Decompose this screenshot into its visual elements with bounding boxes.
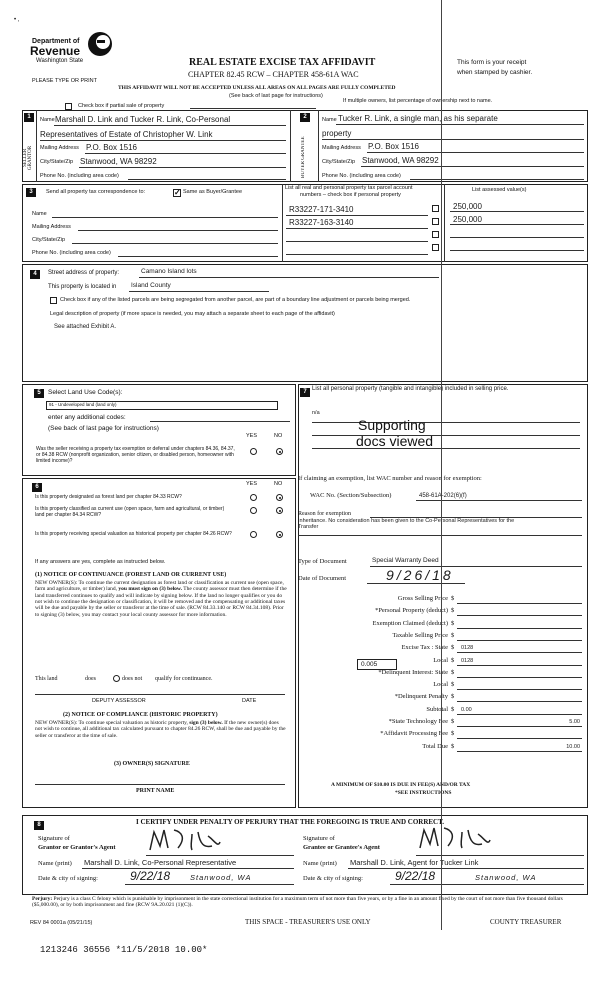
tax-row-label: Taxable Selling Price bbox=[392, 632, 448, 639]
tax-row-dollar: $ bbox=[451, 730, 455, 737]
tax-row-label: *State Technology Fee bbox=[388, 718, 448, 725]
buyer-name-label: Name bbox=[322, 117, 337, 123]
same-as-buyer-label: Same as Buyer/Grantee bbox=[183, 189, 243, 195]
does-not-label: does not bbox=[122, 676, 143, 682]
qualify-label: qualify for continuance. bbox=[155, 676, 213, 682]
s6-no-header: NO bbox=[274, 481, 283, 487]
dor-swirl-icon bbox=[86, 30, 116, 58]
forest-land-question: Is this property designated as forest land per chapter 84.33 RCW? bbox=[35, 494, 182, 500]
does-not-radio[interactable] bbox=[113, 675, 120, 682]
print-name-label: PRINT NAME bbox=[136, 788, 175, 794]
forest-yes-radio[interactable] bbox=[250, 494, 257, 501]
send-correspondence-label: Send all property tax correspondence to: bbox=[46, 189, 146, 195]
reason-value[interactable]: Inheritance. No consideration has been given to the Co-Personal Representatives for the Transfer bbox=[298, 518, 515, 531]
tax-row-value[interactable]: 5.00 bbox=[569, 719, 580, 725]
seller-mailing[interactable]: P.O. Box 1516 bbox=[86, 143, 137, 152]
owner-signature-label: (3) OWNER(S) SIGNATURE bbox=[114, 761, 190, 767]
buyer-mailing-label: Mailing Address bbox=[322, 145, 361, 151]
seller-side-label: SELLER GRANTOR bbox=[23, 145, 33, 171]
section-4-box bbox=[22, 264, 588, 382]
section-1-number: 1 bbox=[24, 113, 34, 122]
rev-number: REV 84 0001a (05/21/15) bbox=[30, 920, 93, 926]
seller-city[interactable]: Stanwood, WA 98292 bbox=[80, 157, 157, 166]
does-label: does bbox=[85, 676, 96, 682]
s3-mailing-label: Mailing Address bbox=[32, 224, 71, 230]
tax-row-label: Excise Tax : State bbox=[401, 644, 448, 651]
buyer-mailing[interactable]: P.O. Box 1516 bbox=[368, 142, 419, 151]
tax-row-dollar: $ bbox=[451, 669, 455, 676]
grantee-date[interactable]: 9/22/18 bbox=[395, 869, 436, 883]
dept-line2: Revenue bbox=[30, 44, 81, 58]
grantor-city[interactable]: Stanwood, WA bbox=[190, 873, 252, 882]
grantor-name-label: Name (print) bbox=[38, 860, 72, 867]
s5-see-back: (See back of last page for instructions) bbox=[48, 425, 159, 432]
grantor-sig-label-1: Signature of bbox=[38, 835, 70, 842]
claim-exemption-label: If claiming an exemption, list WAC number and reason for exemption: bbox=[298, 475, 482, 482]
grantee-date-city-label: Date & city of signing: bbox=[303, 875, 363, 882]
local-rate-box[interactable] bbox=[357, 659, 397, 670]
tax-row-label: Subtotal bbox=[426, 706, 448, 713]
see-back-note: (See back of last page for instructions) bbox=[229, 93, 323, 99]
land-use-label: Select Land Use Code(s): bbox=[48, 389, 123, 396]
section-8-number: 8 bbox=[34, 821, 44, 830]
notice2-text bbox=[35, 720, 287, 739]
buyer-name-line1[interactable]: Tucker R. Link, a single man, as his separate bbox=[338, 114, 498, 123]
partial-sale-checkbox[interactable] bbox=[65, 103, 72, 110]
historic-yes-radio[interactable] bbox=[250, 531, 257, 538]
supporting-stamp-line2: docs viewed bbox=[356, 433, 434, 449]
s5-yes-header: YES bbox=[246, 433, 258, 439]
current-use-no-radio[interactable] bbox=[276, 507, 283, 514]
form-title: REAL ESTATE EXCISE TAX AFFIDAVIT bbox=[189, 57, 376, 68]
historic-question: Is this property receiving special valuation as historical property per chapter 84.26 RCW? bbox=[35, 531, 232, 537]
doc-date-label: Date of Document bbox=[298, 575, 347, 582]
notice1-text-b: The county assessor must then determine if the land transferred continues to qualify and will indicate by signing below. If the land no longer qualifies or you do not wish to continue the designation or classification, it will be removed and the compensating or additional taxes will be due and payable by the seller or transferor at the time of sale. (RCW 84.33.140 or RCW 84.34.108). Prior to signing (3) below, you may contact your local county assessor for more information. bbox=[35, 586, 287, 618]
tax-row-label: Local bbox=[433, 681, 448, 688]
grantee-sig-label-2: Grantee or Grantee's Agent bbox=[303, 844, 380, 851]
perjury-body: Perjury is a class C felony which is punishable by imprisonment in the state correctional institution for a maximum term of not more than five years, or by a fine in an amount fixed by the court of not more than five thousand dollars ($5,000.00), or by both imprisonment and fine (RCW 9A.20.021 (1)(C)). bbox=[32, 896, 563, 909]
local-rate-value: 0.005 bbox=[361, 661, 378, 668]
section-7-number: 7 bbox=[300, 388, 310, 397]
forest-no-radio[interactable] bbox=[276, 494, 283, 501]
parcel-value-2[interactable]: 250,000 bbox=[453, 215, 482, 224]
notice1-title: (1) NOTICE OF CONTINUANCE (FOREST LAND OR CURRENT USE) bbox=[35, 572, 227, 578]
reason-label: Reason for exemption bbox=[298, 511, 351, 517]
if-any-yes: If any answers are yes, complete as instructed below. bbox=[35, 559, 166, 565]
wac-value[interactable]: 458-61A-202(6)(f) bbox=[419, 493, 467, 499]
grantee-city[interactable]: Stanwood, WA bbox=[475, 873, 537, 882]
dept-line1: Department of bbox=[32, 38, 80, 45]
tax-row-dollar: $ bbox=[451, 743, 455, 750]
grantee-name-label: Name (print) bbox=[303, 860, 337, 867]
s3-city-label: City/State/Zip bbox=[32, 237, 66, 243]
tax-row-value[interactable]: 0128 bbox=[461, 658, 474, 664]
notice2-bold: sign (3) below. bbox=[189, 720, 223, 726]
recording-stamp: 1213246 36556 *11/5/2018 10.00* bbox=[40, 945, 208, 955]
seller-city-label: City/State/Zip bbox=[40, 159, 74, 165]
grantor-sig-label-2: Grantor or Grantor's Agent bbox=[38, 844, 116, 851]
scan-artifact-line bbox=[441, 0, 442, 930]
tax-row-label: Exemption Claimed (deduct) bbox=[372, 620, 448, 627]
current-use-yes-radio[interactable] bbox=[250, 507, 257, 514]
tax-row-dollar: $ bbox=[451, 595, 455, 602]
doc-type-label: Type of Document bbox=[298, 558, 347, 565]
doc-type-value[interactable]: Special Warranty Deed bbox=[372, 557, 439, 564]
seller-name-line2[interactable]: Representatives of Estate of Christopher W. Link bbox=[40, 130, 213, 139]
personal-property-value[interactable]: n/a bbox=[312, 410, 320, 416]
parcel-3-personal-checkbox[interactable] bbox=[432, 231, 439, 238]
personal-property-label: List all personal property (tangible and intangible) included in selling price. bbox=[312, 386, 509, 392]
grantor-date-city-label: Date & city of signing: bbox=[38, 875, 98, 882]
tax-row-dollar: $ bbox=[451, 644, 455, 651]
grantor-signature[interactable] bbox=[148, 824, 268, 856]
street-value[interactable]: Camano Island lots bbox=[141, 268, 197, 275]
s3-name-label: Name bbox=[32, 211, 47, 217]
located-value[interactable]: Island County bbox=[131, 282, 171, 289]
notice2-title: (2) NOTICE OF COMPLIANCE (HISTORIC PROPERTY) bbox=[63, 712, 218, 718]
tax-row-label: *Affidavit Processing Fee bbox=[380, 730, 448, 737]
tax-row-dollar: $ bbox=[451, 681, 455, 688]
s6-yes-header: YES bbox=[246, 481, 258, 487]
buyer-city[interactable]: Stanwood, WA 98292 bbox=[362, 156, 439, 165]
land-use-value: 91 - Undeveloped land (land only) bbox=[49, 402, 117, 407]
street-label: Street address of property: bbox=[48, 270, 120, 276]
s3-phone-label: Phone No. (including area code) bbox=[32, 250, 111, 256]
tax-row-value[interactable]: 10.00 bbox=[566, 744, 580, 750]
minimum-note-1: A MINIMUM OF $10.00 IS DUE IN FEE(S) AND/OR TAX bbox=[331, 782, 471, 788]
parcel-number-1[interactable]: R33227-171-3410 bbox=[289, 205, 354, 214]
land-use-select[interactable] bbox=[46, 401, 278, 410]
multiple-owners-note: If multiple owners, list percentage of ownership next to name. bbox=[343, 98, 493, 104]
tax-row-label: Gross Selling Price bbox=[397, 595, 448, 602]
exemption-yes-radio[interactable] bbox=[250, 448, 257, 455]
section-6-number: 6 bbox=[32, 483, 42, 492]
grantor-print-name[interactable]: Marshall D. Link, Co-Personal Representative bbox=[84, 858, 237, 867]
parcel-4-personal-checkbox[interactable] bbox=[432, 244, 439, 251]
notice1-bold: you must sign on (3) below. bbox=[118, 586, 182, 593]
current-use-question: Is this property classified as current use (open space, farm and agricultural, or timber) land per chapter 84.34 RCW? bbox=[35, 506, 225, 518]
section-4-number: 4 bbox=[30, 270, 40, 279]
grantor-date[interactable]: 9/22/18 bbox=[130, 869, 171, 883]
buyer-city-label: City/State/Zip bbox=[322, 159, 356, 165]
scan-marks: • , bbox=[14, 17, 20, 23]
located-label: This property is located in bbox=[48, 284, 117, 290]
section-6-box bbox=[22, 478, 296, 808]
minimum-note-2: *SEE INSTRUCTIONS bbox=[395, 790, 452, 796]
deputy-assessor-label: DEPUTY ASSESSOR bbox=[92, 698, 146, 704]
same-as-buyer-checkbox[interactable] bbox=[173, 189, 181, 197]
please-type: PLEASE TYPE OR PRINT bbox=[32, 78, 98, 84]
exemption-question: Was the seller receiving a property tax exemption or deferral under chapters 84.36, 84.37, or 84.38 RCW (nonprofit organization, senior citizen, or disabled person, homeowner with limited income)? bbox=[36, 446, 235, 464]
perjury-label: Perjury: bbox=[32, 896, 53, 902]
doc-date-value[interactable]: 9/26/18 bbox=[386, 567, 454, 583]
exemption-no-radio[interactable] bbox=[276, 448, 283, 455]
buyer-side-label: BUYER GRANTEE bbox=[301, 136, 306, 178]
parcel-number-2[interactable]: R33227-163-3140 bbox=[289, 218, 354, 227]
notice2-text-b: If the new owner(s) does not wish to continue, all additional tax calculated pursuant to chapter 84.26 RCW, shall be due and payable by the seller or transferor at the time of sale. bbox=[35, 720, 286, 739]
parcel-header-1: List all real and personal property tax parcel account bbox=[285, 185, 413, 191]
seller-mailing-label: Mailing Address bbox=[40, 145, 79, 151]
perjury-text bbox=[32, 896, 588, 909]
supporting-stamp-line1: Supporting bbox=[358, 417, 426, 433]
parcel-2-personal-checkbox[interactable] bbox=[432, 218, 439, 225]
tax-row-label: Local bbox=[433, 657, 448, 664]
historic-no-radio[interactable] bbox=[276, 531, 283, 538]
notice1-text-a: NEW OWNER(S): To continue the current designation as forest land or classification as current use (open space, farm and agriculture, or timber) land, bbox=[35, 580, 284, 593]
seller-name-line1[interactable]: Marshall D. Link and Tucker R. Link, Co-Personal bbox=[55, 115, 231, 124]
tax-row-label: Total Due bbox=[422, 743, 448, 750]
notice1-text bbox=[35, 580, 287, 618]
wac-label: WAC No. (Section/Subsection) bbox=[310, 492, 392, 499]
dept-line3: Washington State bbox=[36, 58, 84, 64]
grantee-sig-label-1: Signature of bbox=[303, 835, 335, 842]
section-3-number: 3 bbox=[26, 188, 36, 197]
parcel-value-1[interactable]: 250,000 bbox=[453, 202, 482, 211]
receipt-note-1: This form is your receipt bbox=[457, 59, 527, 66]
segregated-checkbox[interactable] bbox=[50, 297, 57, 304]
check-mark-icon: ✓ bbox=[174, 188, 181, 197]
tax-row-dollar: $ bbox=[451, 657, 455, 664]
tax-row-dollar: $ bbox=[451, 693, 455, 700]
legal-description-value[interactable]: See attached Exhibit A. bbox=[54, 324, 117, 330]
buyer-name-line2[interactable]: property bbox=[322, 129, 352, 138]
parcel-header-2: numbers – check box if personal property bbox=[300, 192, 401, 198]
form-chapter: CHAPTER 82.45 RCW – CHAPTER 458-61A WAC bbox=[188, 70, 359, 79]
treasurer-space: THIS SPACE - TREASURER'S USE ONLY bbox=[245, 918, 371, 926]
tax-row-value[interactable]: 0.00 bbox=[461, 707, 472, 713]
tax-row-label: *Delinquent Interest: State bbox=[378, 669, 448, 676]
buyer-phone-label: Phone No. (including area code) bbox=[322, 173, 401, 179]
partial-sale-label: Check box if partial sale of property bbox=[78, 103, 165, 109]
tax-row-dollar: $ bbox=[451, 607, 455, 614]
grantee-print-name[interactable]: Marshall D. Link, Agent for Tucker Link bbox=[350, 858, 479, 867]
receipt-note-2: when stamped by cashier. bbox=[457, 69, 533, 76]
dor-logo bbox=[28, 30, 118, 70]
notice2-text-a: NEW OWNER(S): To continue special valuation as historic property, bbox=[35, 720, 188, 726]
legal-description-label: Legal description of property (if more space is needed, you may attach a separate sheet to each page of the affidavit) bbox=[50, 311, 335, 317]
tax-row-dollar: $ bbox=[451, 718, 455, 725]
section-5-number: 5 bbox=[34, 389, 44, 398]
tax-row-label: *Personal Property (deduct) bbox=[375, 607, 448, 614]
grantee-signature[interactable] bbox=[418, 822, 528, 854]
additional-codes-label: enter any additional codes: bbox=[48, 414, 126, 421]
this-land-label: This land bbox=[35, 676, 58, 682]
s5-no-header: NO bbox=[274, 433, 283, 439]
certify-statement: I CERTIFY UNDER PENALTY OF PERJURY THAT THE FOREGOING IS TRUE AND CORRECT. bbox=[136, 818, 445, 826]
tax-row-dollar: $ bbox=[451, 620, 455, 627]
tax-row-label: *Delinquent Penalty bbox=[394, 693, 448, 700]
county-treasurer: COUNTY TREASURER bbox=[490, 918, 562, 926]
date-label: DATE bbox=[242, 698, 257, 704]
tax-row-value[interactable]: 0128 bbox=[461, 645, 474, 651]
segregated-label: Check box if any of the listed parcels are being segregated from another parcel, are part of a boundary line adjustment or parcels being merged. bbox=[60, 297, 411, 303]
tax-row-dollar: $ bbox=[451, 632, 455, 639]
parcel-1-personal-checkbox[interactable] bbox=[432, 205, 439, 212]
tax-row-dollar: $ bbox=[451, 706, 455, 713]
assessed-header: List assessed value(s) bbox=[472, 187, 527, 193]
form-warning: THIS AFFIDAVIT WILL NOT BE ACCEPTED UNLESS ALL AREAS ON ALL PAGES ARE FULLY COMPLETED bbox=[118, 85, 396, 91]
seller-phone-label: Phone No. (including area code) bbox=[40, 173, 119, 179]
section-2-number: 2 bbox=[300, 113, 310, 122]
seller-name-label: Name bbox=[40, 117, 55, 123]
